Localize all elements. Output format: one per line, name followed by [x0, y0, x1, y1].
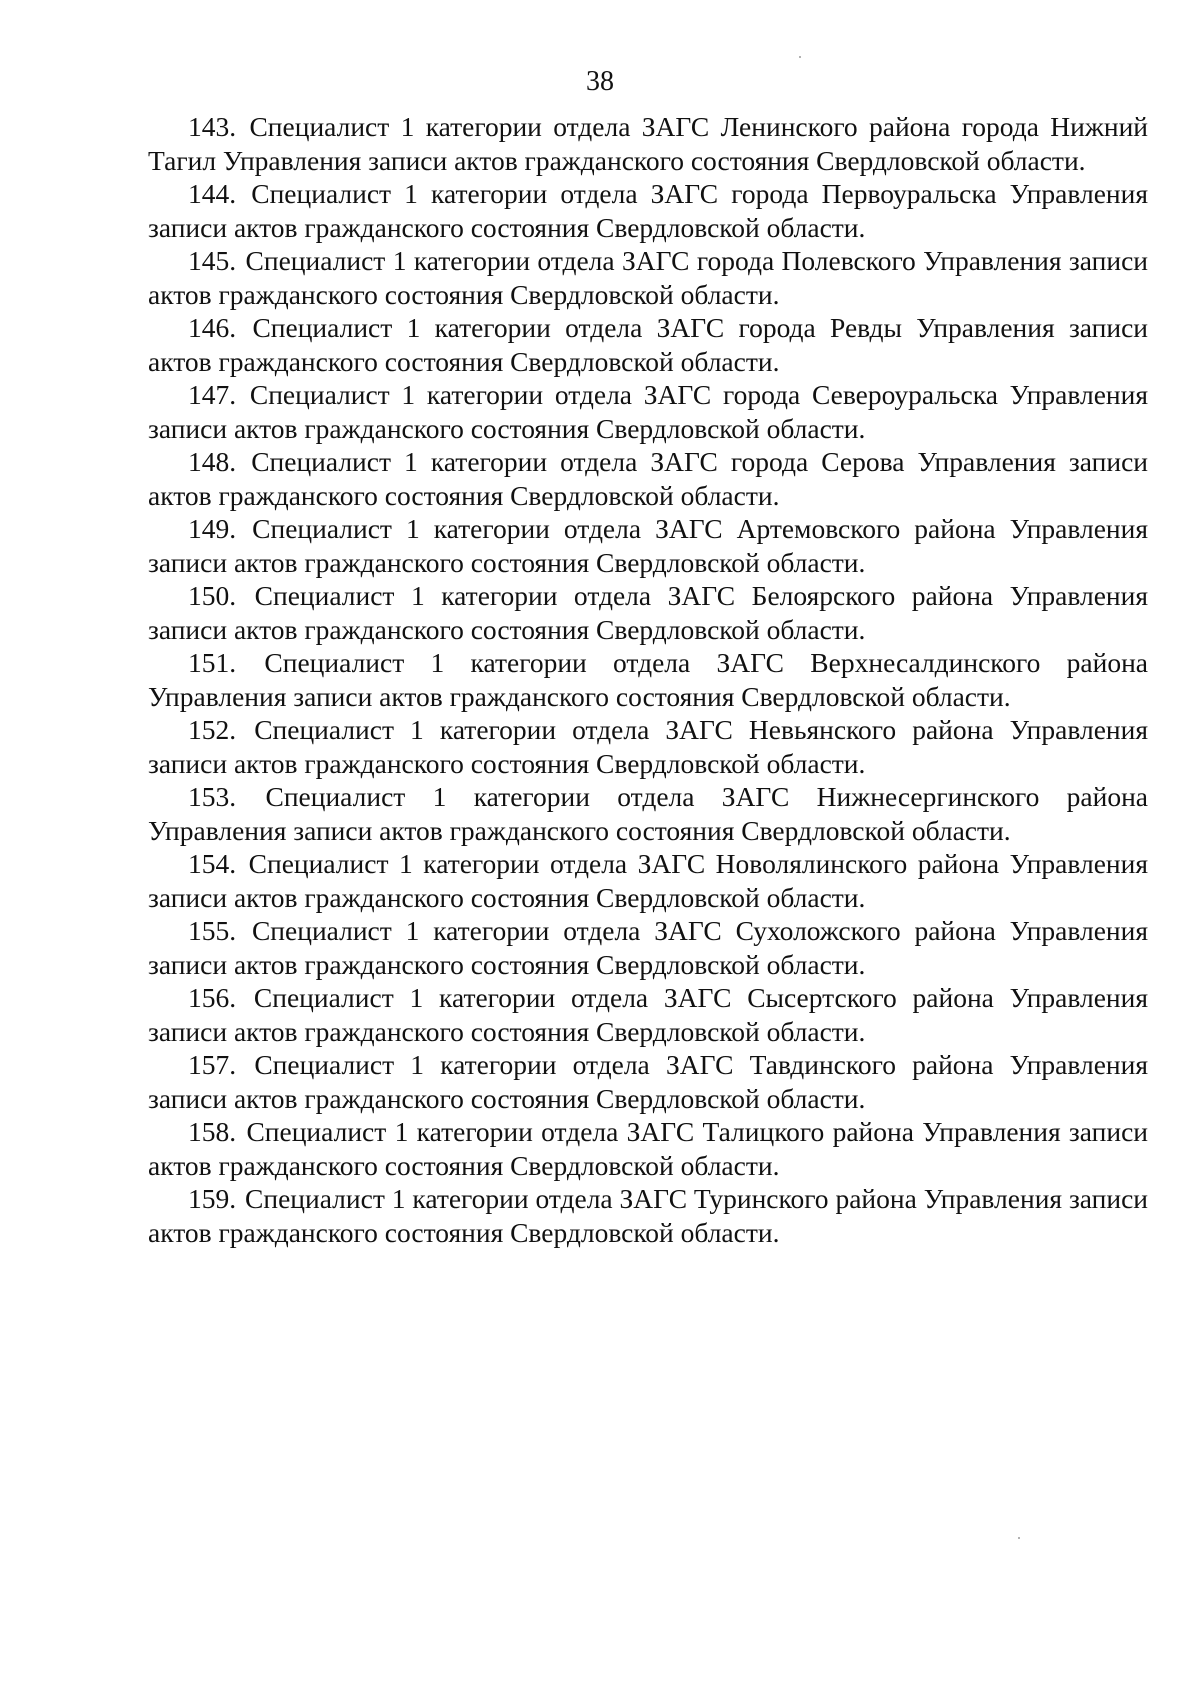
item-text: Специалист 1 категории отдела ЗАГС города Серова Управления записи актов гражданского состояния Свердловской области.: [148, 446, 1148, 511]
item-number: 149.: [188, 513, 237, 544]
list-item: [148, 311, 1148, 378]
item-number: 145.: [188, 245, 237, 276]
item-number: 154.: [188, 848, 237, 879]
item-text: Специалист 1 категории отдела ЗАГС Новолялинского района Управления записи актов гражданского состояния Свердловской области.: [148, 848, 1149, 913]
list-item: [148, 512, 1148, 579]
item-number: 144.: [188, 178, 237, 209]
item-number: 152.: [188, 714, 237, 745]
item-number: 158.: [188, 1116, 237, 1147]
list-item: [148, 780, 1148, 847]
item-number: 147.: [188, 379, 237, 410]
item-number: 150.: [188, 580, 237, 611]
position-list: [148, 110, 1148, 1249]
list-item: [148, 1182, 1148, 1249]
item-number: 148.: [188, 446, 237, 477]
list-item: [148, 378, 1148, 445]
item-number: 155.: [188, 915, 237, 946]
item-text: Специалист 1 категории отдела ЗАГС Сухоложского района Управления записи актов гражданского состояния Свердловской области.: [148, 915, 1148, 980]
item-text: Специалист 1 категории отдела ЗАГС Тавдинского района Управления записи актов гражданского состояния Свердловской области.: [148, 1049, 1149, 1114]
item-text: Специалист 1 категории отдела ЗАГС города Полевского Управления записи актов гражданского состояния Свердловской области.: [148, 245, 1148, 310]
item-text: Специалист 1 категории отдела ЗАГС Артемовского района Управления записи актов гражданского состояния Свердловской области.: [148, 513, 1149, 578]
list-item: [148, 579, 1148, 646]
list-item: [148, 110, 1148, 177]
list-item: [148, 981, 1148, 1048]
item-text: Специалист 1 категории отдела ЗАГС Нижнесергинского района Управления записи актов гражданского состояния Свердловской области.: [148, 781, 1149, 846]
scan-speck: [1018, 1537, 1020, 1539]
item-text: Специалист 1 категории отдела ЗАГС Туринского района Управления записи актов гражданского состояния Свердловской области.: [148, 1183, 1149, 1248]
list-item: [148, 1048, 1148, 1115]
item-number: 146.: [188, 312, 237, 343]
list-item: [148, 847, 1148, 914]
item-text: Специалист 1 категории отдела ЗАГС Талицкого района Управления записи актов гражданского состояния Свердловской области.: [148, 1116, 1148, 1181]
list-item: [148, 244, 1148, 311]
item-text: Специалист 1 категории отдела ЗАГС города Первоуральска Управления записи актов гражданского состояния Свердловской области.: [148, 178, 1148, 243]
list-item: [148, 914, 1148, 981]
item-number: 159.: [188, 1183, 237, 1214]
item-number: 157.: [188, 1049, 237, 1080]
item-number: 143.: [188, 111, 237, 142]
item-text: Специалист 1 категории отдела ЗАГС Белоярского района Управления записи актов гражданского состояния Свердловской области.: [148, 580, 1148, 645]
item-text: Специалист 1 категории отдела ЗАГС Верхнесалдинского района Управления записи актов гражданского состояния Свердловской области.: [148, 647, 1148, 712]
item-number: 153.: [188, 781, 237, 812]
list-item: [148, 713, 1148, 780]
item-text: Специалист 1 категории отдела ЗАГС города Североуральска Управления записи актов гражданского состояния Свердловской области.: [148, 379, 1149, 444]
scan-speck: [799, 56, 801, 58]
page-number: 38: [586, 66, 614, 97]
item-text: Специалист 1 категории отдела ЗАГС Ленинского района города Нижний Тагил Управления записи актов гражданского состояния Свердловской области.: [148, 111, 1149, 176]
item-text: Специалист 1 категории отдела ЗАГС города Ревды Управления записи актов гражданского состояния Свердловской области.: [148, 312, 1149, 377]
item-number: 156.: [188, 982, 237, 1013]
item-text: Специалист 1 категории отдела ЗАГС Сысертского района Управления записи актов гражданского состояния Свердловской области.: [148, 982, 1149, 1047]
list-item: [148, 177, 1148, 244]
item-text: Специалист 1 категории отдела ЗАГС Невьянского района Управления записи актов гражданского состояния Свердловской области.: [148, 714, 1148, 779]
list-item: [148, 1115, 1148, 1182]
list-item: [148, 445, 1148, 512]
item-number: 151.: [188, 647, 237, 678]
list-item: [148, 646, 1148, 713]
